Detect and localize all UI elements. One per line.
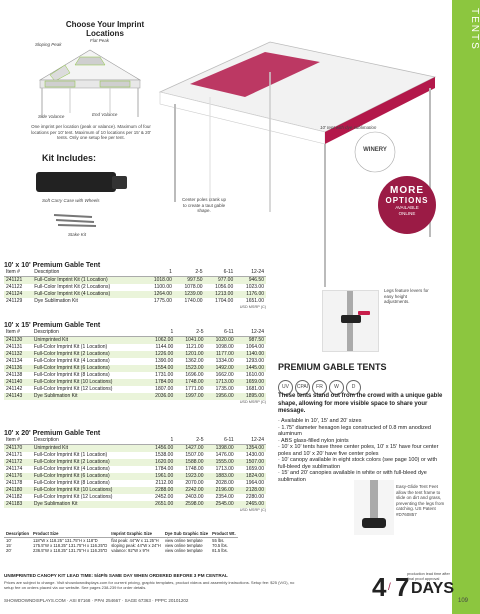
table-cell: 241136: [4, 365, 32, 372]
table-cell: 241142: [6, 386, 23, 392]
table-cell: 2651.00: [145, 501, 175, 508]
feature-bullet: · 15' and 20' canopies available in white or with full-bleed dye sublimation: [278, 470, 427, 483]
table-cell: 1144.00: [155, 344, 174, 350]
table-row: [4, 372, 266, 379]
section-sidebar: [452, 0, 480, 614]
tent-illustration: [150, 22, 440, 292]
msrp-note: USD MSRP (C): [239, 400, 266, 404]
table-cell: 1293.00: [245, 358, 264, 364]
locations-title: Choose Your Imprint Locations: [65, 20, 145, 38]
table-cell: Full-Color Imprint Kit (12 Locations): [33, 386, 113, 392]
table-row: [4, 466, 266, 473]
table-cell: 2452.00: [155, 494, 174, 500]
table-cell: Dye Sublimation Kit: [32, 393, 145, 400]
table-row: [4, 277, 266, 285]
table-cell: 987.50: [236, 337, 266, 345]
table-cell: 1507.00: [236, 459, 266, 466]
table-cell: 1807.00: [155, 386, 174, 392]
feature-icon: FR: [312, 380, 327, 395]
spec-cell: 70.5 lbs.: [212, 543, 228, 548]
table-cell: 241172: [4, 459, 32, 466]
premium-title: PREMIUM GABLE TENTS: [278, 362, 387, 372]
column-header: 2-5: [174, 269, 205, 277]
table-cell: 2128.00: [236, 487, 266, 494]
table-cell: Dye Sublimation Kit: [32, 501, 145, 508]
table-cell: 241176: [4, 473, 32, 480]
spec-cell: 175.5"W x 118.25" 131.75"H x 116.25"D: [33, 543, 108, 548]
carry-case-wheel-image: [112, 176, 127, 189]
spec-header: Description: [6, 531, 30, 536]
table-cell: Full-Color Imprint Kit (4 Locations): [32, 291, 143, 298]
table-cell: 1476.00: [215, 452, 234, 458]
table-cell: 241129: [6, 298, 23, 304]
feature-icon: D: [346, 380, 361, 395]
table-row: [4, 344, 266, 351]
table-cell: Unimprinted Kit: [32, 445, 145, 453]
table-cell: 2598.00: [175, 501, 205, 508]
price-table-title: 10' x 10' Premium Gable Tent: [4, 262, 101, 269]
table-row: [4, 337, 266, 345]
table-cell: 1554.00: [145, 365, 175, 372]
table-cell: 2545.00: [205, 501, 235, 508]
table-cell: 1740.00: [184, 298, 203, 304]
table-cell: 241131: [6, 344, 23, 350]
table-cell: 1430.00: [245, 452, 264, 458]
table-cell: 1997.00: [175, 393, 205, 400]
column-header: Description: [32, 437, 145, 445]
table-cell: 1264.00: [143, 291, 174, 298]
table-cell: 241132: [4, 351, 32, 358]
table-cell: 241178: [6, 480, 23, 486]
table-cell: 1610.00: [245, 372, 264, 378]
table-cell: 1362.00: [185, 358, 204, 364]
table-cell: 2242.00: [175, 487, 205, 494]
table-cell: 1354.00: [236, 445, 266, 453]
table-row: [4, 452, 266, 459]
table-cell: 977.00: [205, 277, 236, 285]
spec-cell: 55 lbs.: [212, 538, 225, 543]
table-cell: Full-Color Imprint Kit (1 Location): [33, 344, 108, 350]
stake-kit-label: Stake Kit: [68, 232, 87, 237]
table-cell: 1659.00: [245, 466, 264, 472]
table-cell: 2070.00: [185, 480, 204, 486]
table-cell: 241183: [4, 501, 32, 508]
table-row: [4, 291, 266, 298]
spec-cell: 81.5 lbs.: [212, 548, 228, 553]
spec-cell: view online template: [164, 543, 203, 548]
column-header: 6-11: [205, 437, 235, 445]
table-cell: Full-Color Imprint Kit (12 Locations): [33, 494, 113, 500]
table-cell: 2403.00: [185, 494, 204, 500]
price-table-title: 10' x 15' Premium Gable Tent: [4, 322, 101, 329]
table-row: [4, 298, 266, 305]
column-header: Description: [32, 329, 145, 337]
table-cell: 1226.00: [145, 351, 175, 358]
lead-time-label: production lead time after final proof approval: [407, 572, 450, 581]
table-row: [4, 445, 266, 453]
table-cell: 1771.00: [185, 386, 204, 392]
table-cell: 1023.00: [245, 284, 264, 290]
table-cell: Full-Color Imprint Kit (10 Locations): [32, 487, 145, 494]
table-row: [4, 501, 266, 508]
table-cell: 1140.00: [236, 351, 266, 358]
spec-header: Product Wt.: [212, 531, 236, 536]
section-label: TENTS: [469, 8, 480, 51]
table-cell: 1748.00: [175, 379, 205, 386]
lead-time-7: 7: [395, 572, 410, 602]
spec-header: Product Size: [31, 530, 109, 538]
table-cell: 1659.00: [236, 379, 266, 386]
table-cell: 1456.00: [145, 445, 175, 453]
feature-icon: CPAI: [295, 380, 310, 395]
table-cell: 2028.00: [215, 480, 234, 486]
table-cell: Full-Color Imprint Kit (4 Locations): [33, 466, 110, 472]
premium-intro: These tents stand out from the crowd with a unique gable shape, allowing for more visible space to share your message.: [278, 393, 443, 414]
table-cell: 1018.00: [143, 277, 174, 285]
carry-case-image: [36, 172, 116, 192]
table-cell: 1213.00: [205, 291, 236, 298]
table-cell: 1784.00: [145, 379, 175, 386]
feature-icons: [278, 375, 363, 395]
carry-case-label: Soft Carry Case with Wheels: [42, 198, 100, 203]
table-cell: 1731.00: [155, 372, 174, 378]
table-cell: 241121: [4, 277, 32, 285]
table-cell: Full-Color Imprint Kit (1 Location): [32, 277, 143, 285]
table-cell: Full-Color Imprint Kit (8 Locations): [33, 480, 110, 486]
table-cell: 1964.00: [245, 480, 264, 486]
lead-time-or: /: [388, 582, 391, 593]
column-header: Item #: [4, 437, 32, 445]
spec-cell: flat peak: 44"W x 11.25"H: [111, 538, 159, 543]
table-cell: 1056.00: [215, 284, 234, 290]
locations-note: One imprint per location (peak or valance). Maximum of four locations per 10' tent. Maximum of 10 locations per 15' & 20' tents. Only one setup fee per tent.: [31, 124, 151, 140]
table-cell: Full-Color Imprint Kit (6 Locations): [32, 473, 145, 480]
kit-title: Kit Includes:: [42, 153, 97, 163]
flat-peak-label: Flat Peak: [90, 38, 110, 43]
feet-detail-image: [354, 480, 394, 535]
table-cell: Full-Color Imprint Kit (6 Locations): [32, 365, 145, 372]
feature-bullet: · Available in 10', 15' and 20' sizes: [278, 418, 362, 424]
table-row: [4, 351, 266, 358]
table-cell: 1064.00: [245, 344, 264, 350]
footer-headline: UNIMPRINTED CANOPY KIT LEAD TIME: 5/4P/5 SAME DAY WHEN ORDERED BEFORE 3 PM CENTRAL: [4, 573, 228, 578]
column-header: Item #: [4, 269, 32, 277]
table-cell: 2196.00: [205, 487, 235, 494]
msrp-note: USD MSRP (C): [239, 305, 266, 309]
table-cell: 1121.00: [185, 344, 204, 350]
table-cell: 946.50: [235, 277, 266, 285]
table-cell: 2280.00: [245, 494, 264, 500]
table-cell: 1098.00: [215, 344, 234, 350]
msrp-note: USD MSRP (C): [239, 508, 266, 512]
price-table-0: [4, 262, 266, 309]
table-cell: Full-Color Imprint Kit (2 Locations): [32, 351, 145, 358]
feature-icon: W: [329, 380, 344, 395]
table-row: [4, 459, 266, 466]
table-cell: 1651.00: [245, 298, 264, 304]
table-cell: 1398.00: [205, 445, 235, 453]
spec-header: Imprint Graphic Size: [109, 530, 163, 538]
premium-bullets: [278, 418, 443, 483]
table-cell: 1895.00: [236, 393, 266, 400]
spec-cell: 15': [6, 543, 12, 548]
table-cell: 241171: [6, 452, 23, 458]
spec-cell: 118"W x 118.25" 131.75"H x 118"D: [33, 538, 98, 543]
winery-logo: WINERY: [363, 147, 387, 153]
table-cell: Full-Color Imprint Kit (2 Locations): [34, 284, 111, 290]
table-cell: 1748.00: [185, 466, 204, 472]
table-row: [4, 480, 266, 487]
feature-bullet: · 1.75" diameter hexagon legs constructed of 0.8 mm anodized aluminum: [278, 424, 431, 437]
table-cell: 1961.00: [145, 473, 175, 480]
table-cell: Full-Color Imprint Kit (2 Locations): [32, 459, 145, 466]
table-cell: 1334.00: [215, 358, 234, 364]
table-row: [4, 494, 266, 501]
column-header: 6-11: [205, 329, 235, 337]
imprint-locations-diagram: [30, 45, 150, 120]
table-cell: 241124: [4, 291, 32, 298]
table-cell: 1883.00: [205, 473, 235, 480]
table-cell: 1923.00: [175, 473, 205, 480]
column-header: 12-24: [235, 269, 266, 277]
footer-contact: SHOWDOWNDISPLAYS.COM · ASI 87168 · PPAI 254667 · SAGE 67363 · PPPC 20101202: [4, 598, 189, 603]
table-row: [4, 473, 266, 480]
column-header: 2-5: [175, 437, 205, 445]
table-cell: Full-Color Imprint Kit (4 Locations): [33, 358, 110, 364]
table-cell: 1020.00: [205, 337, 235, 345]
lead-time-days: DAYS: [411, 580, 454, 597]
table-cell: 1735.00: [215, 386, 234, 392]
table-cell: 1492.00: [205, 365, 235, 372]
table-cell: 1201.00: [175, 351, 205, 358]
feet-callout: Easy-Glide Tent Feet allow the tent frame to slide on dirt and grass, preventing the legs from catching. US Patent #D760857: [396, 484, 445, 517]
table-cell: 241130: [4, 337, 32, 345]
table-cell: 1523.00: [175, 365, 205, 372]
table-row: [4, 386, 266, 393]
spec-cell: sloping peak: 44"W x 24"H: [111, 543, 161, 548]
table-row: [4, 487, 266, 494]
table-cell: Full-Color Imprint Kit (1 Location): [33, 452, 108, 458]
table-cell: 1507.00: [185, 452, 204, 458]
table-row: [4, 379, 266, 386]
table-row: [4, 365, 266, 372]
table-cell: 1555.00: [205, 459, 235, 466]
legs-callout: Legs feature levers for easy height adjustments.: [384, 288, 429, 304]
table-cell: Dye Sublimation Kit: [34, 298, 78, 304]
table-cell: 241180: [4, 487, 32, 494]
column-header: 12-24: [236, 329, 266, 337]
column-header: 6-11: [205, 269, 236, 277]
spec-cell: 10': [6, 538, 12, 543]
table-cell: 241134: [6, 358, 23, 364]
spec-header: Dye Sub Graphic Size: [164, 531, 209, 536]
column-header: 1: [145, 437, 175, 445]
price-table-1: [4, 322, 266, 404]
lead-time-4: 4: [372, 572, 387, 602]
feature-bullet: · 10' canopy available in eight stock colors (see page 100) or with full-bleed dye sublimation: [278, 457, 438, 470]
table-cell: 1062.00: [145, 337, 175, 345]
table-cell: 2354.00: [215, 494, 234, 500]
table-cell: 1696.00: [185, 372, 204, 378]
table-cell: 1662.00: [215, 372, 234, 378]
table-cell: 241122: [6, 284, 23, 290]
table-cell: 1390.00: [155, 358, 174, 364]
table-cell: 241170: [4, 445, 32, 453]
table-cell: Full-Color Imprint Kit (8 Locations): [33, 372, 110, 378]
footer-note: Prices are subject to change. Visit showdowndisplays.com for current pricing, graphic templates, product videos and assembly instructions. Setup fee: $25 (V/G), no setup fee on orders placed via our website. See pages 238-239 for order details.: [4, 580, 295, 590]
table-cell: 1445.00: [236, 365, 266, 372]
table-row: [4, 393, 266, 400]
table-cell: 1100.00: [154, 284, 172, 290]
more-options-badge: MORE OPTIONS AVAILABLE ONLINE: [378, 176, 436, 234]
end-valance-label: End Valance: [92, 112, 118, 117]
dye-sub-callout: 10' tent with dye sublimation: [320, 125, 377, 130]
table-cell: 1177.00: [205, 351, 235, 358]
price-table-title: 10' x 20' Premium Gable Tent: [4, 430, 101, 437]
column-header: 2-5: [175, 329, 205, 337]
spec-table: [4, 530, 238, 553]
table-cell: 2036.00: [145, 393, 175, 400]
spec-cell: view online template: [164, 538, 203, 543]
table-cell: 1538.00: [155, 452, 174, 458]
table-cell: 1239.00: [174, 291, 205, 298]
table-cell: 1775.00: [153, 298, 172, 304]
feature-bullet: · ABS glass-filled nylon joints: [278, 437, 349, 444]
table-cell: 1041.00: [175, 337, 205, 345]
table-cell: 241140: [4, 379, 32, 386]
table-cell: 2112.00: [155, 480, 174, 486]
table-cell: 1713.00: [215, 466, 234, 472]
table-cell: 1620.00: [145, 459, 175, 466]
table-cell: 241138: [6, 372, 23, 378]
side-valance-label: Side Valance: [38, 114, 65, 119]
column-header: Description: [32, 269, 143, 277]
table-cell: 1078.00: [184, 284, 203, 290]
table-cell: 1824.00: [236, 473, 266, 480]
feature-icon: UV: [278, 380, 293, 395]
table-cell: 997.50: [174, 277, 205, 285]
page-number: 109: [458, 598, 469, 604]
price-table-2: [4, 430, 266, 512]
table-cell: 1681.00: [245, 386, 264, 392]
feature-bullet: · 10' x 10' tents have three center poles, 10' x 15' have four center poles and 10' x 20' have five center poles: [278, 444, 439, 457]
table-cell: 1704.00: [215, 298, 234, 304]
column-header: 1: [145, 329, 175, 337]
table-cell: 2288.00: [145, 487, 175, 494]
table-cell: 241182: [6, 494, 23, 500]
sloping-peak-label: Sloping Peak: [35, 42, 62, 47]
table-cell: 1713.00: [205, 379, 235, 386]
table-row: [4, 284, 266, 291]
spec-cell: 20': [6, 548, 12, 553]
table-cell: 1176.00: [235, 291, 266, 298]
table-cell: 1427.00: [175, 445, 205, 453]
stake-kit-image: [52, 212, 102, 227]
table-cell: Unimprinted Kit: [32, 337, 145, 345]
spec-cell: 236.5"W x 118.25" 131.75"H x 116.25"D: [33, 548, 108, 553]
column-header: 12-24: [236, 437, 266, 445]
table-row: [4, 358, 266, 365]
crank-callout: Center poles crank up to create a taut gable shape.: [181, 197, 227, 213]
legs-detail-image: [322, 290, 379, 352]
spec-cell: valance: 92"W x 9"H: [111, 548, 150, 553]
table-cell: 241143: [4, 393, 32, 400]
table-cell: Full-Color Imprint Kit (10 Locations): [32, 379, 145, 386]
table-cell: 1956.00: [205, 393, 235, 400]
table-cell: 241174: [6, 466, 23, 472]
table-cell: 1784.00: [155, 466, 174, 472]
spec-cell: view online template: [164, 548, 203, 553]
table-cell: 1588.00: [175, 459, 205, 466]
column-header: Item #: [4, 329, 32, 337]
table-cell: 2465.00: [236, 501, 266, 508]
spec-row: [4, 548, 238, 553]
column-header: 1: [143, 269, 174, 277]
